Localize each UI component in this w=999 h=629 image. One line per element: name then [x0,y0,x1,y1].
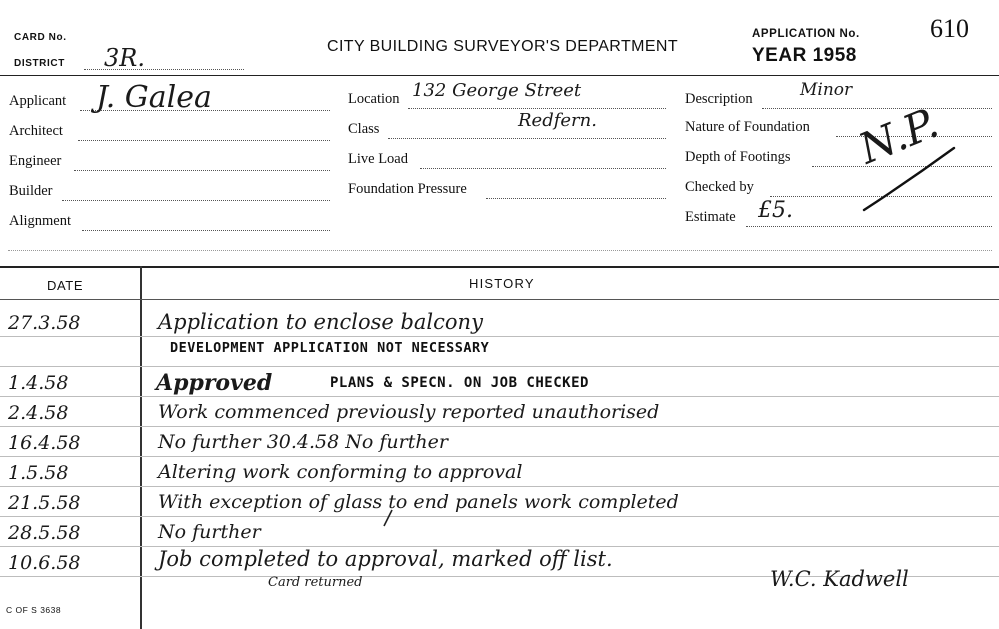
date-cell: 21.5.58 [8,492,81,514]
applicant-value: J. Galea [96,80,212,115]
history-cell: No further [158,521,261,543]
history-cell: Altering work conforming to approval [158,461,523,483]
foundation-pressure-label: Foundation Pressure [348,181,467,197]
header-divider [0,75,999,76]
history-cell: No further 30.4.58 No further [158,431,448,453]
card-no-label: CARD No. [14,32,67,43]
rule-line [0,426,999,427]
engineer-label: Engineer [9,153,62,169]
stray-pen-mark [378,506,418,530]
card-returned-note: Card returned [268,575,363,590]
estimate-label: Estimate [685,209,736,225]
history-header: HISTORY [469,276,535,291]
class-dotline [388,138,666,139]
rule-line [0,336,999,337]
application-no-label: APPLICATION No. [752,28,860,40]
district-label: DISTRICT [14,58,65,69]
estimate-value: £5. [758,198,793,223]
estimate-dotline [746,226,992,227]
alignment-label: Alignment [9,213,72,229]
history-cell: Job completed to approval, marked off list. [158,547,613,571]
history-cell: Approved [156,370,273,396]
location-dotline [408,108,666,109]
date-cell: 28.5.58 [8,522,81,544]
development-stamp: DEVELOPMENT APPLICATION NOT NECESSARY [170,340,490,356]
date-cell: 1.5.58 [8,462,69,484]
builder-label: Builder [9,183,53,199]
np-slash-stroke [850,140,960,220]
class-label: Class [348,121,380,137]
department-title: CITY BUILDING SURVEYOR'S DEPARTMENT [327,38,679,55]
builder-dotline [62,200,330,201]
district-value: 3R. [104,44,145,72]
history-cell: Application to enclose balcony [158,310,483,334]
signature: W.C. Kadwell [770,567,909,591]
architect-label: Architect [9,123,63,139]
history-cell: With exception of glass to end panels work completed [158,491,679,513]
header-rule [0,299,999,300]
description-label: Description [685,91,753,107]
history-cell: Work commenced previously reported unauthorised [158,401,660,423]
live-load-dotline [420,168,666,169]
rule-line [0,396,999,397]
engineer-dotline [74,170,330,171]
date-cell: 27.3.58 [8,312,81,334]
alignment-dotline [82,230,330,231]
foundation-pressure-dotline [486,198,666,199]
class-value: Redfern. [518,110,597,131]
date-cell: 10.6.58 [8,552,81,574]
rule-line [0,486,999,487]
depth-of-footings-label: Depth of Footings [685,149,791,165]
plans-checked-stamp: PLANS & SPECN. ON JOB CHECKED [330,375,589,391]
rule-line [0,456,999,457]
location-label: Location [348,91,400,107]
date-cell: 2.4.58 [8,402,69,424]
form-code: C OF S 3638 [6,605,62,615]
description-value: Minor [800,80,853,100]
architect-dotline [78,140,330,141]
application-no-value: 610 [930,14,969,43]
nature-of-foundation-label: Nature of Foundation [685,119,810,135]
date-cell: 16.4.58 [8,432,81,454]
rule-line [0,366,999,367]
checked-by-label: Checked by [685,179,754,195]
year-label: YEAR 1958 [752,45,857,66]
fields-bottom-dotline [8,250,992,251]
live-load-label: Live Load [348,151,408,167]
applicant-label: Applicant [9,93,67,109]
rule-line [0,516,999,517]
date-column-divider [140,266,142,629]
location-value: 132 George Street [412,80,582,101]
table-top-rule [0,266,999,268]
np-mark: N.P. [852,97,946,174]
description-dotline [762,108,992,109]
date-header: DATE [47,278,84,293]
date-cell: 1.4.58 [8,372,69,394]
